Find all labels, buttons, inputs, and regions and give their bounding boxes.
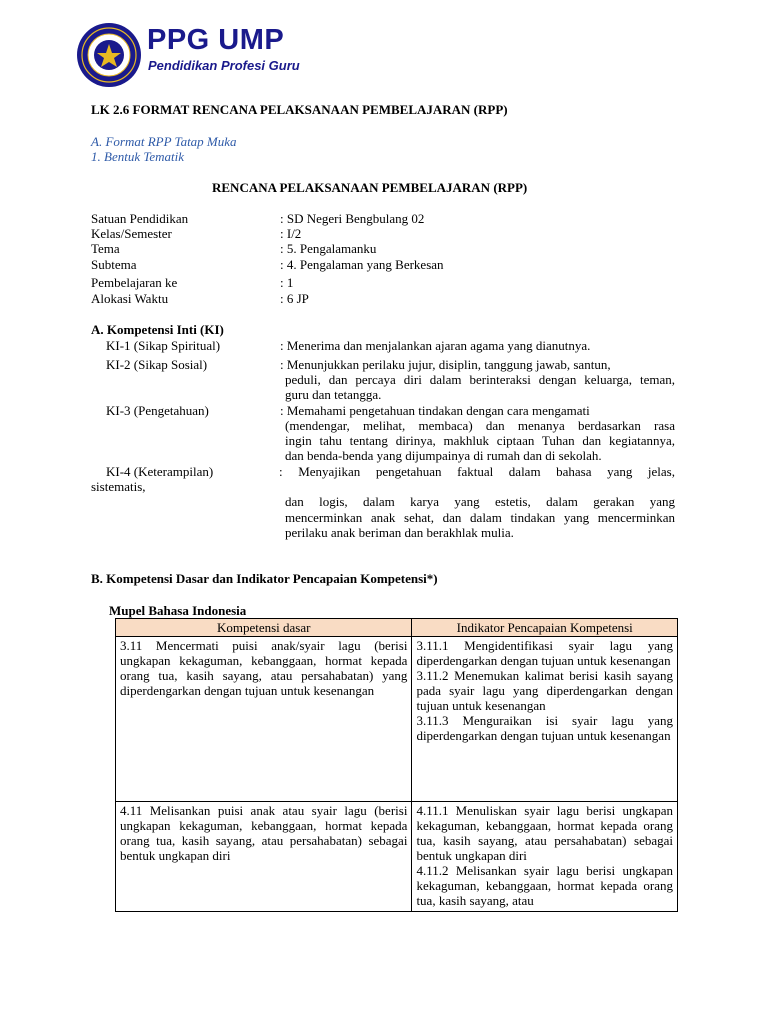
- kd-table: [115, 618, 678, 912]
- indicator-item: 4.11.1 Menuliskan syair lagu berisi ungkapan kekaguman, kebanggaan, hormat kepada orang tua, kasih sayang, atau persahabatan) sebagai bentuk ungkapan diri: [416, 803, 673, 863]
- ki-heading: A. Kompetensi Inti (KI): [91, 322, 224, 337]
- table-row: [116, 637, 678, 802]
- table-header-row: [116, 619, 678, 637]
- ki-text: : Menunjukkan perilaku jujur, disiplin, tanggung jawab, santun,: [280, 357, 611, 372]
- ki-text: mencerminkan anak sehat, dan dalam tindakan yang mencerminkan: [285, 510, 675, 525]
- ki-text: ingin tahu tentang dirinya, makhluk ciptaan Tuhan dan kegiatannya,: [285, 433, 675, 448]
- section-a-title: A. Format RPP Tatap Muka: [91, 134, 237, 149]
- table-cell-ipk: [412, 637, 678, 802]
- identity-value: : 4. Pengalaman yang Berkesan: [280, 257, 444, 272]
- rpp-title: RENCANA PELAKSANAAN PEMBELAJARAN (RPP): [212, 180, 528, 195]
- brand-title: PPG UMP: [147, 24, 285, 56]
- ki-text: (mendengar, melihat, membaca) dan menanya berdasarkan rasa: [285, 418, 675, 433]
- identity-label: Satuan Pendidikan: [91, 211, 189, 226]
- identity-value: : 6 JP: [280, 291, 309, 306]
- ki-label: KI-4 (Keterampilan): [106, 464, 214, 479]
- ki-text: dan logis, dalam karya yang estetis, dalam gerakan yang: [285, 494, 675, 509]
- brand-subtitle: Pendidikan Profesi Guru: [148, 58, 300, 73]
- table-row: [116, 802, 678, 912]
- section-1-title: 1. Bentuk Tematik: [91, 149, 185, 164]
- identity-label: Pembelajaran ke: [91, 275, 178, 290]
- ki-label: KI-1 (Sikap Spiritual): [106, 338, 221, 353]
- document-title: LK 2.6 FORMAT RENCANA PELAKSANAAN PEMBELAJARAN (RPP): [91, 102, 508, 117]
- mupel-title: Mupel Bahasa Indonesia: [109, 603, 247, 618]
- ki-text: : Menyajikan pengetahuan faktual dalam bahasa yang jelas,: [279, 464, 675, 479]
- identity-label: Tema: [91, 241, 120, 256]
- identity-value: : SD Negeri Bengbulang 02: [280, 211, 425, 226]
- identity-value: : 1: [280, 275, 294, 290]
- table-header: Kompetensi dasar: [116, 619, 412, 637]
- ki-label-continued: sistematis,: [91, 479, 146, 494]
- ki-label: KI-3 (Pengetahuan): [106, 403, 209, 418]
- ki-text: : Menerima dan menjalankan ajaran agama yang dianutnya.: [280, 338, 591, 353]
- indicator-item: 3.11.1 Mengidentifikasi syair lagu yang diperdengarkan dengan tujuan untuk kesenangan: [416, 638, 673, 668]
- identity-value: : 5. Pengalamanku: [280, 241, 377, 256]
- kd-heading: B. Kompetensi Dasar dan Indikator Pencapaian Kompetensi*): [91, 571, 438, 586]
- ki-text: peduli, dan percaya diri dalam berinteraksi dengan keluarga, teman,: [285, 372, 675, 387]
- ki-label: KI-2 (Sikap Sosial): [106, 357, 208, 372]
- ump-logo-icon: [76, 22, 142, 88]
- identity-label: Kelas/Semester: [91, 226, 172, 241]
- table-cell-ipk: [412, 802, 678, 912]
- ki-text: dan benda-benda yang dijumpainya di rumah dan di sekolah.: [285, 448, 602, 463]
- identity-value: : I/2: [280, 226, 302, 241]
- identity-label: Subtema: [91, 257, 137, 272]
- table-cell-kd: 4.11 Melisankan puisi anak atau syair lagu (berisi ungkapan kekaguman, kebanggaan, hormat kepada orang tua, kasih sayang, atau persahabatan) sebagai bentuk ungkapan diri: [116, 802, 412, 912]
- ki-text: : Memahami pengetahuan tindakan dengan cara mengamati: [280, 403, 590, 418]
- ki-text: perilaku anak beriman dan berakhlak mulia.: [285, 525, 514, 540]
- ki-text: guru dan tetangga.: [285, 387, 382, 402]
- table-header: Indikator Pencapaian Kompetensi: [412, 619, 678, 637]
- indicator-item: 3.11.2 Menemukan kalimat berisi kasih sayang pada syair lagu yang diperdengarkan dengan tujuan untuk kesenangan: [416, 668, 673, 713]
- indicator-item: 4.11.2 Melisankan syair lagu berisi ungkapan kekaguman, kebanggaan, hormat kepada orang tua, kasih sayang, atau: [416, 863, 673, 908]
- identity-label: Alokasi Waktu: [91, 291, 169, 306]
- indicator-item: 3.11.3 Menguraikan isi syair lagu yang diperdengarkan dengan tujuan untuk kesenangan: [416, 713, 673, 743]
- table-cell-kd: 3.11 Mencermati puisi anak/syair lagu (berisi ungkapan kekaguman, kebanggaan, hormat kepada orang tua, kasih sayang, atau persahabatan) yang diperdengarkan dengan tujuan untuk kesenangan: [116, 637, 412, 802]
